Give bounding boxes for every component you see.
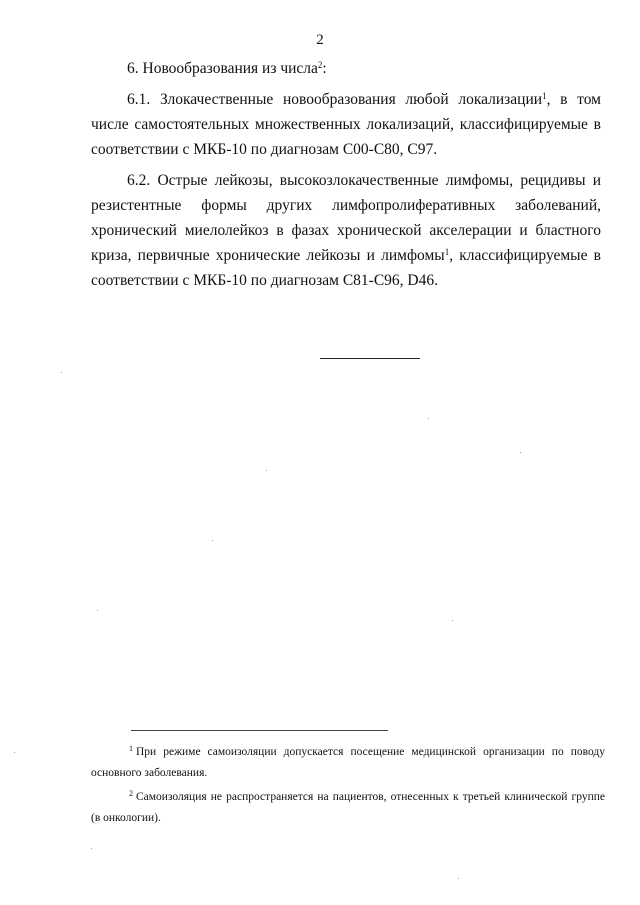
document-body (91, 56, 601, 299)
item-6-text: 6. Новообразования из числа (127, 60, 318, 77)
item-6-2-paragraph (91, 168, 601, 293)
scan-speck (458, 878, 459, 879)
scan-speck (61, 372, 62, 373)
section-divider (320, 358, 420, 359)
footnotes (91, 742, 605, 832)
footnote-number: 1 (129, 744, 133, 753)
footnote-ref-2[interactable]: 2 (317, 60, 323, 70)
item-6-1-text-after: , в том числе самостоятельных множественных локализаций, классифицируемые в соответствии с МКБ-10 по диагнозам С00-С80, С97. (91, 91, 601, 158)
item-6-heading (91, 56, 601, 81)
scan-speck (14, 752, 15, 753)
item-6-2-text-before: 6.2. Острые лейкозы, высокозлокачественные лимфомы, рецидивы и резистентные формы других лимфопролиферативных заболеваний, хронический миелолейкоз в фазах хронической акселерации и бластного криза, первичные хронические лейкозы и лимфомы (91, 172, 601, 264)
scan-speck (97, 610, 98, 611)
scan-speck (266, 470, 267, 471)
scan-speck (520, 452, 521, 453)
footnote-number: 2 (129, 789, 133, 798)
footnote-1 (91, 742, 605, 783)
item-6-1-paragraph (91, 87, 601, 162)
item-6-1-text-before: 6.1. Злокачественные новообразования любой локализации (127, 91, 543, 108)
footnote-divider (131, 730, 388, 731)
scan-speck (212, 540, 213, 541)
scan-speck (428, 418, 429, 419)
scan-speck (452, 620, 453, 621)
page-number: 2 (316, 32, 324, 48)
item-6-2-text-after: , классифицируемые в соответствии с МКБ-10 по диагнозам С81-С96, D46. (91, 247, 601, 289)
footnote-2 (91, 787, 605, 828)
footnote-text: При режиме самоизоляции допускается посещение медицинской организации по поводу основного заболевания. (91, 746, 605, 779)
footnote-ref-1[interactable]: 1 (542, 91, 547, 101)
item-6-suffix: : (322, 60, 327, 77)
footnote-ref-1[interactable]: 1 (444, 247, 450, 257)
footnote-text: Самоизоляция не распространяется на пациентов, отнесенных к третьей клинической группе (в онкологии). (91, 791, 605, 824)
scan-speck (91, 848, 92, 849)
